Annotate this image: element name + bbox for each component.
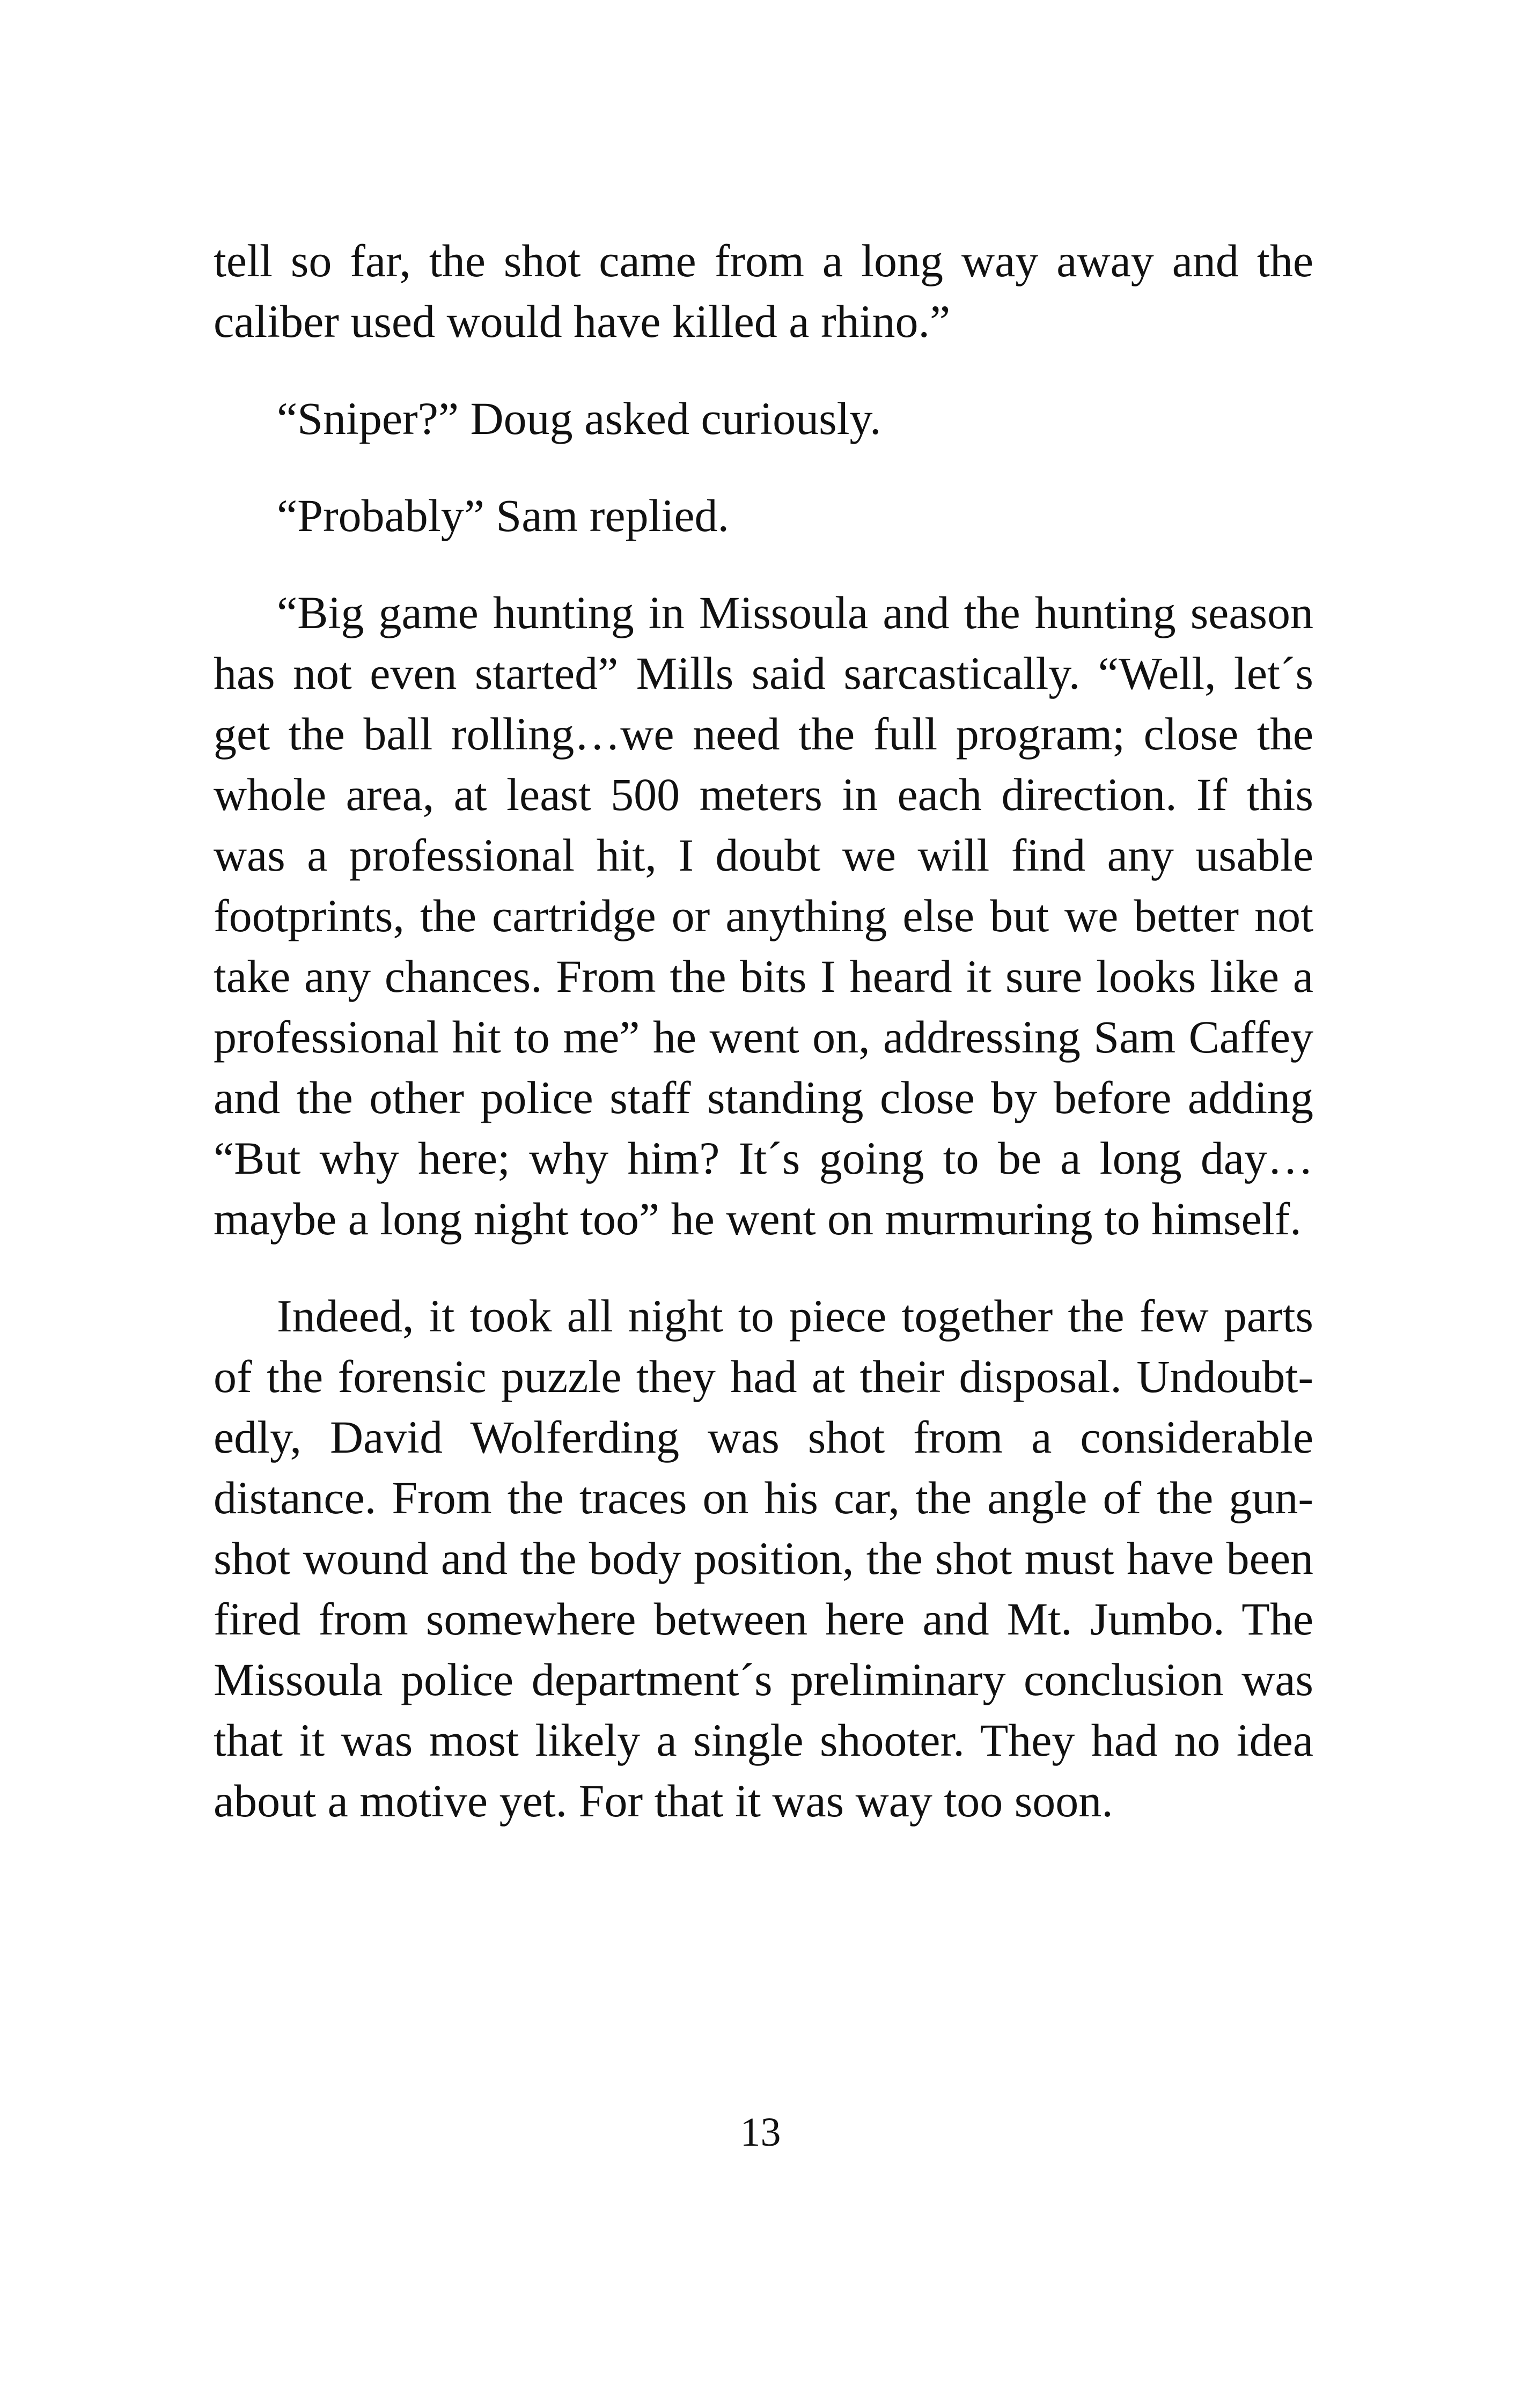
paragraph-probably-reply: “Probably” Sam replied. bbox=[277, 490, 730, 541]
paragraph-mills-instructions: “Big game hunting in Missoula and the hunting season has not even started” Mills said sarcastically. “Well, let´s get the ball rolling…we need the full program; close the whole area, at least 500 meters in each direction. If this was a professional hit, I doubt we will find any usable footprints, the cartridge or anything else but we better not take any chances. From the bits I heard it sure looks like a professional hit to me” he went on, addressing Sam Caffey and the other police staff standing close by before adding “But why here; why him? It´s going to be a long day…maybe a long night too” he went on murmuring to himself. bbox=[214, 587, 1313, 1244]
body-text bbox=[214, 231, 1313, 1831]
paragraph-forensic-findings: Indeed, it took all night to piece together the few parts of the forensic puzzle they had at their disposal. Undoubtedly, David Wolferding was shot from a considerable distance. From the traces on his car, the angle of the gunshot wound and the body position, the shot must have been fired from somewhere between here and Mt. Jumbo. The Missoula police department´s preliminary conclusion was that it was most likely a single shooter. They had no idea about a motive yet. For that it was way too soon. bbox=[214, 1290, 1313, 1827]
paragraph-sniper-question: “Sniper?” Doug asked curiously. bbox=[277, 393, 881, 444]
page-number: 13 bbox=[740, 2110, 781, 2155]
paragraph-continuation: tell so far, the shot came from a long way away and the caliber used would have killed a rhino.” bbox=[214, 235, 1313, 347]
